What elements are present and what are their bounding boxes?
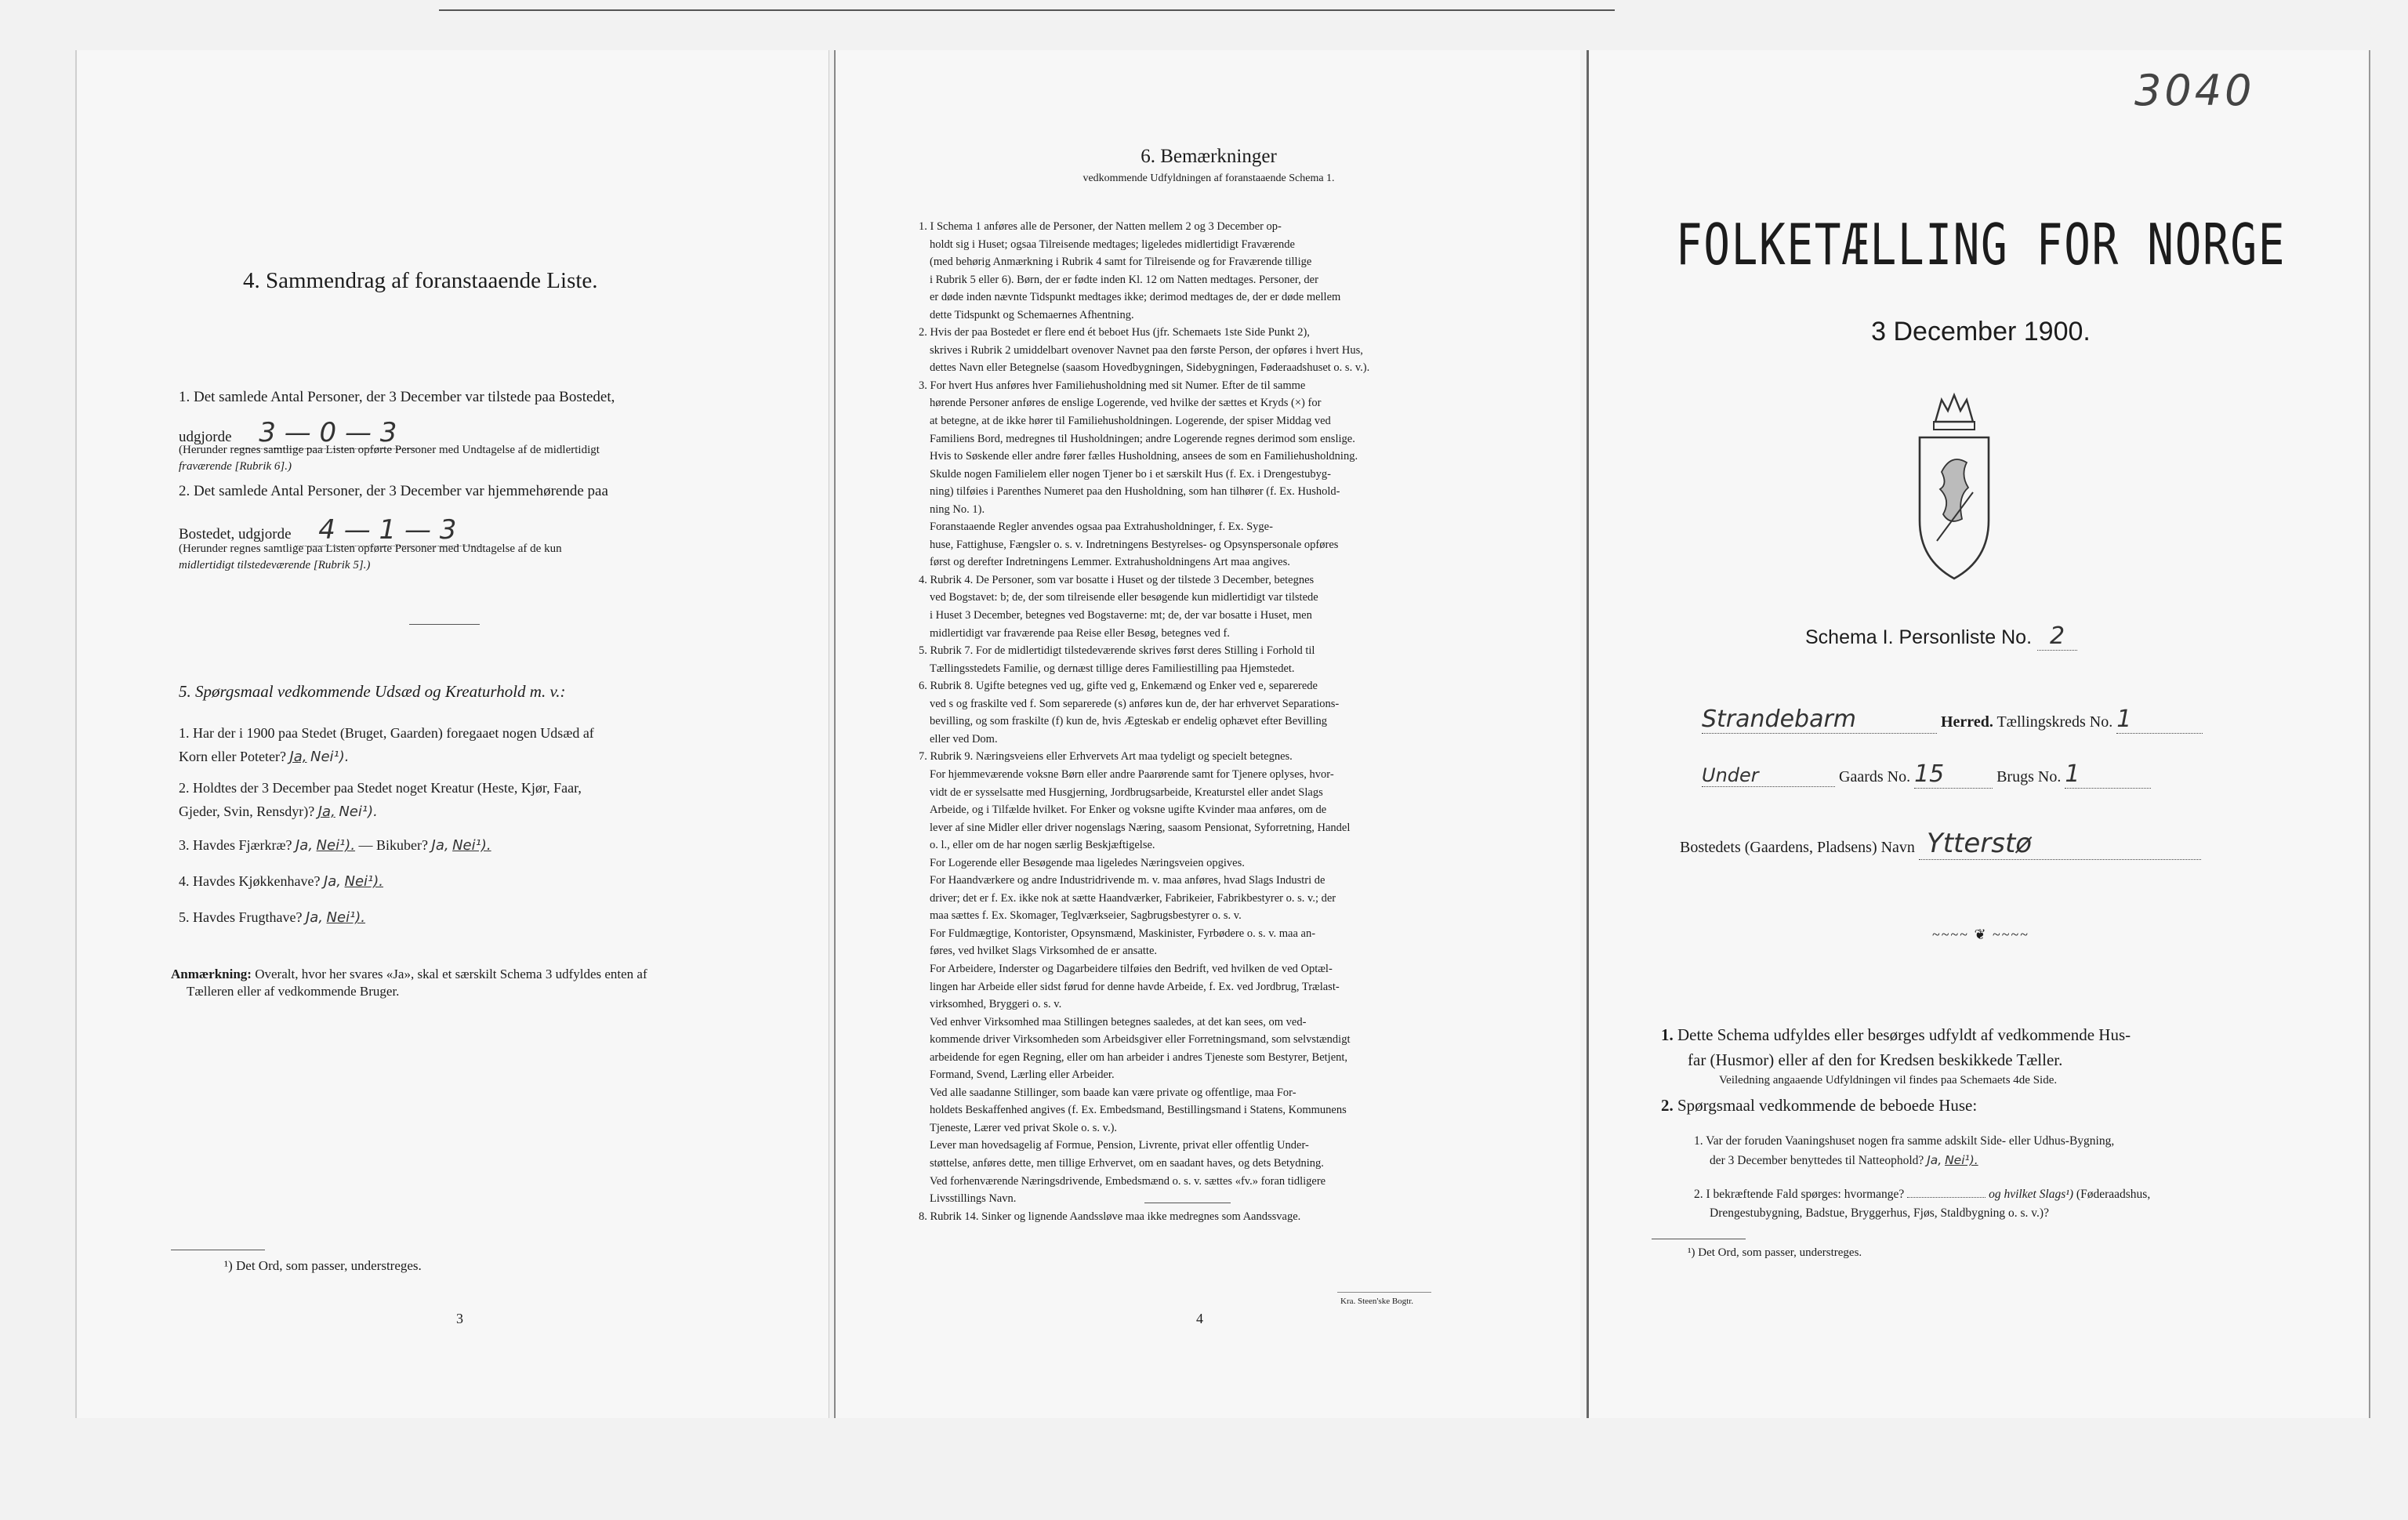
brugs-value: 1 bbox=[2065, 760, 2151, 789]
item-text: Det samlede Antal Personer, der 3 December var hjemmehørende paa bbox=[194, 483, 608, 499]
remark-line: Skulde nogen Familielem eller nogen Tjener bo i et særskilt Hus (f. Ex. i Drengestubyg- bbox=[930, 467, 1331, 481]
note-line: (Herunder regnes samtlige paa Listen opførte Personer med Undtagelse af de midlertidigt bbox=[179, 444, 600, 456]
remark-line: virksomhed, Bryggeri o. s. v. bbox=[930, 998, 1062, 1011]
answer-ja: Ja, bbox=[317, 804, 335, 820]
instruction-1 bbox=[1661, 1022, 2351, 1089]
answer-nei: Nei¹). bbox=[310, 749, 350, 765]
herred-label: Herred. bbox=[1941, 713, 1993, 731]
remark-line: Foranstaaende Regler anvendes ogsaa paa Extrahusholdninger, f. Ex. Syge- bbox=[930, 521, 1273, 534]
question-text: 3. Havdes Fjærkræ? bbox=[179, 837, 292, 853]
question-4 bbox=[179, 873, 383, 890]
ornament-divider: ~~~~ ❦ ~~~~ bbox=[1932, 927, 2029, 942]
page-1-cover bbox=[1587, 50, 2370, 1418]
kreds-value: 1 bbox=[2116, 706, 2203, 734]
personliste-number: 2 bbox=[2037, 622, 2077, 651]
remark-line: maa sættes f. Ex. Skomager, Teglværkseier, Sagbrugsbestyrer o. s. v. bbox=[930, 909, 1242, 923]
remark-line: ning No. 1). bbox=[930, 502, 985, 516]
gaard-prefix: Under bbox=[1702, 764, 1835, 787]
question-text: 1. Var der foruden Vaaningshuset nogen fra samme adskilt Side- eller Udhus-Bygning, bbox=[1694, 1134, 2115, 1148]
remark-line: For Haandværkere og andre Industridrivende m. v. maa anføres, hvad Slags Industri de bbox=[930, 874, 1325, 887]
answer-ja: Ja, bbox=[305, 909, 324, 926]
census-date: 3 December 1900. bbox=[1871, 317, 2091, 346]
herred-value: Strandebarm bbox=[1702, 706, 1937, 734]
gaard-row bbox=[1702, 760, 2345, 789]
section-6-title: 6. Bemærkninger bbox=[1141, 146, 1277, 167]
remark-line: For Fuldmægtige, Kontorister, Opsynsmænd, Maskinister, Fyrbødere o. s. v. maa an- bbox=[930, 927, 1316, 940]
answer-nei: Nei¹). bbox=[339, 804, 378, 820]
coat-of-arms-icon bbox=[1906, 387, 2003, 583]
answer-ja: Ja, bbox=[323, 873, 342, 890]
remark-line: Livsstillings Navn. bbox=[930, 1192, 1017, 1206]
remark-line: støttelse, anføres dette, men tillige Erhvervet, om en saadant haves, og dets Betydning. bbox=[930, 1156, 1324, 1170]
remark-line: Arbeide, og i Tilfælde hvilket. For Enker og voksne ugifte Kvinder maa anføres, om de bbox=[930, 804, 1327, 817]
resident-count-label: Bostedet, udgjorde bbox=[179, 526, 292, 542]
remark-line: dettes Navn eller Betegnelse (saasom Hovedbygningen, Sidebygningen, Føderaadshuset o. s. v.). bbox=[930, 361, 1370, 375]
item-number: 1. bbox=[1661, 1025, 1674, 1044]
remark-line: o. l., eller om de har nogen særlig Beskjæftigelse. bbox=[930, 839, 1155, 852]
annotation-text: Overalt, hvor her svares «Ja», skal et særskilt Schema 3 udfyldes enten af bbox=[255, 967, 647, 981]
house-question-2 bbox=[1694, 1185, 2368, 1223]
question-text: Drengestubygning, Badstue, Bryggerhus, Fjøs, Staldbygning o. s. v.)? bbox=[1710, 1206, 2049, 1220]
instruction-note: Veiledning angaaende Udfyldningen vil findes paa Schemaets 4de Side. bbox=[1719, 1074, 2058, 1086]
remark-line: Familiens Bord, medregnes til Husholdningen; andre Logerende regnes derimod som enslige. bbox=[930, 432, 1355, 445]
note-line: (Herunder regnes samtlige paa Listen opførte Personer med Undtagelse af de kun bbox=[179, 542, 562, 555]
remark-line: huse, Fattighuse, Fængsler o. s. v. Indretningens Bestyrelses- og Opsynspersonale opføres bbox=[930, 538, 1339, 551]
remark-line: 3. For hvert Hus anføres hver Familiehusholdning med sit Numer. Efter de til samme bbox=[919, 379, 1306, 392]
page-3-summary bbox=[75, 50, 829, 1418]
question-text: og hvilket Slags¹) bbox=[1989, 1188, 2074, 1201]
present-count-value: 3 — 0 — 3 bbox=[235, 417, 420, 449]
remark-line: ved s og fraskilte ved f. Som separerede (s) anføres kun de, der har erhvervet Separations- bbox=[930, 697, 1340, 710]
remark-line: Tjeneste, Lærer ved privat Skole o. s. v.). bbox=[930, 1121, 1118, 1134]
remark-line: 6. Rubrik 8. Ugifte betegnes ved ug, gifte ved g, Enkemænd og Enker ved e, separerede bbox=[919, 680, 1318, 693]
remark-line: lingen har Arbeide eller sidst førud for denne havde Arbeide, f. Ex. ved Jordbrug, Trælast- bbox=[930, 980, 1340, 993]
gaard-label: Gaards No. bbox=[1839, 768, 1911, 785]
annotation-label: Anmærkning: bbox=[171, 967, 252, 981]
answer-nei: Nei¹). bbox=[452, 837, 491, 854]
remark-line: Ved enhver Virksomhed maa Stillingen betegnes saaledes, at det kan sees, om ved- bbox=[930, 1015, 1307, 1028]
question-text: Korn eller Poteter? bbox=[179, 749, 286, 764]
section-6-subtitle: vedkommende Udfyldningen af foranstaaende Schema 1. bbox=[1083, 172, 1335, 184]
page-4-remarks bbox=[834, 50, 1580, 1418]
question-3 bbox=[179, 837, 491, 854]
question-1 bbox=[179, 721, 821, 769]
blank-line bbox=[1907, 1197, 1986, 1198]
top-border-line bbox=[439, 9, 1615, 11]
question-text: Gjeder, Svin, Rensdyr)? bbox=[179, 804, 315, 819]
answer-ja: Ja, bbox=[431, 837, 449, 854]
remark-line: i Rubrik 5 eller 6). Børn, der er fødte inden Kl. 12 om Natten medtages. Personer, der bbox=[930, 273, 1318, 286]
bosted-label: Bostedets (Gaardens, Pladsens) Navn bbox=[1680, 839, 1915, 856]
remark-line: For Arbeidere, Inderster og Dagarbeidere tilføies den Bedrift, ved hvilken de ved Optæl- bbox=[930, 962, 1333, 975]
remark-line: lever af sine Midler eller driver nogenslags Næring, saasom Pensionat, Syforretning, Handel bbox=[930, 821, 1351, 834]
brugs-label: Brugs No. bbox=[1996, 768, 2062, 785]
resident-count-value: 4 — 1 — 3 bbox=[295, 514, 480, 546]
remark-line: Lever man hovedsagelig af Formue, Pension, Livrente, privat eller offentlig Under- bbox=[930, 1139, 1309, 1152]
remark-line: midlertidigt var fraværende paa Reise eller Besøg, betegnes ved f. bbox=[930, 626, 1230, 640]
question-text: 2. I bekræftende Fald spørges: hvormange? bbox=[1694, 1188, 1905, 1201]
remark-line: Hvis to Søskende eller andre fører fælles Husholdning, ansees de som en Familiehusholdning. bbox=[930, 450, 1358, 463]
bosted-value: Ytterstø bbox=[1919, 828, 2201, 860]
answer-nei: Nei¹). bbox=[326, 909, 366, 926]
remark-line: er døde inden nævnte Tidspunkt medtages ikke; derimod medtages de, der er døde mellem bbox=[930, 291, 1341, 304]
schema-row bbox=[1805, 622, 2077, 650]
instruction-text: Dette Schema udfyldes eller besørges udfyldt af vedkommende Hus- bbox=[1677, 1025, 2131, 1044]
section-4-title: 4. Sammendrag af foranstaaende Liste. bbox=[243, 268, 598, 293]
annotation bbox=[171, 966, 814, 1000]
question-2 bbox=[179, 776, 821, 824]
question-text: 1. Har der i 1900 paa Stedet (Bruget, Gaarden) foregaaet nogen Udsæd af bbox=[179, 725, 594, 741]
remark-line: skrives i Rubrik 2 umiddelbart ovenover Navnet paa den første Person, der opføres i hvert Hus, bbox=[930, 343, 1363, 357]
remark-line: bevilling, og som fraskilte (f) kun de, hvis Ægteskab er endelig ophævet efter Bevilling bbox=[930, 715, 1327, 728]
question-text: 4. Havdes Kjøkkenhave? bbox=[179, 873, 321, 889]
remark-line: Ved alle saadanne Stillinger, som baade kan være private og offentlige, maa For- bbox=[930, 1086, 1296, 1099]
remark-line: ning) tilføies i Parenthes Numeret paa den Husholdning, som han tilhører (f. Ex. Hushold- bbox=[930, 485, 1340, 499]
page-number: 3 bbox=[456, 1311, 463, 1326]
footnote: ¹) Det Ord, som passer, understreges. bbox=[1688, 1246, 1862, 1259]
question-text: der 3 December benyttedes til Natteophold? bbox=[1710, 1154, 1924, 1167]
remark-line: Ved forhenværende Næringsdrivende, Embedsmænd o. s. v. sættes «fv.» foran tidligere bbox=[930, 1174, 1326, 1188]
question-text: 5. Havdes Frugthave? bbox=[179, 909, 303, 925]
archive-number: 3040 bbox=[2134, 66, 2255, 115]
note-line: fraværende [Rubrik 6].) bbox=[179, 460, 292, 473]
remark-line: 7. Rubrik 9. Næringsveiens eller Erhvervets Art maa tydeligt og specielt betegnes. bbox=[919, 750, 1293, 764]
remark-line: hørende Personer anføres de enslige Logerende, ved hvilke der sættes et Kryds (×) for bbox=[930, 397, 1322, 410]
summary-item-1 bbox=[179, 386, 806, 409]
remark-line: eller ved Dom. bbox=[930, 732, 998, 745]
present-count-label: udgjorde bbox=[179, 429, 232, 445]
page-number: 4 bbox=[1196, 1311, 1203, 1326]
remark-line: 5. Rubrik 7. For de midlertidigt tilstedeværende skrives først deres Stilling i Forhold til bbox=[919, 644, 1315, 658]
item-number: 2. bbox=[179, 483, 190, 499]
remark-line: Tællingsstedets Familie, og dernæst tillige deres Familiestilling paa Hjemstedet. bbox=[930, 662, 1295, 675]
remark-line: driver; det er f. Ex. ikke nok at sætte Haandværker, Fabrikeier, Fabrikbestyrer o. s. v.; der bbox=[930, 891, 1336, 905]
remark-line: 4. Rubrik 4. De Personer, som var bosatte i Huset og der tilstede 3 December, betegnes bbox=[919, 573, 1315, 586]
printer-mark: Kra. Steen'ske Bogtr. bbox=[1340, 1297, 1414, 1306]
remark-line: ved Bogstavet: b; de, der som tilreisende eller besøgende kun midlertidigt var tilstede bbox=[930, 591, 1318, 604]
item-number: 2. bbox=[1661, 1096, 1674, 1115]
printer-rule bbox=[1337, 1292, 1431, 1293]
answer-ja: Ja, bbox=[295, 837, 314, 854]
remark-line: 2. Hvis der paa Bostedet er flere end ét beboet Hus (jfr. Schemaets 1ste Side Punkt 2), bbox=[919, 326, 1310, 339]
remark-line: For Logerende eller Besøgende maa ligeledes Næringsveien opgives. bbox=[930, 856, 1245, 869]
remark-line: For hjemmeværende voksne Børn eller andre Paarørende samt for Tjenere oplyses, hvor- bbox=[930, 767, 1334, 781]
remark-line: at betegne, at de ikke hører til Familiehusholdningen. Logerende, der spiser Middag ved bbox=[930, 415, 1331, 428]
remark-line: holdets Beskaffenhed angives (f. Ex. Embedsmand, Bestillingsmand i Statens, Kommunens bbox=[930, 1104, 1347, 1117]
document-title: FOLKETÆLLING FOR NORGE bbox=[1675, 212, 2287, 278]
answer-ja: Ja, bbox=[289, 749, 307, 765]
bosted-row bbox=[1680, 828, 2354, 860]
remark-line: (med behørig Anmærkning i Rubrik 4 samt for Tilreisende og for Fraværende tillige bbox=[930, 256, 1312, 269]
item-text: Det samlede Antal Personer, der 3 December var tilstede paa Bostedet, bbox=[194, 389, 615, 405]
instruction-2 bbox=[1661, 1096, 2351, 1116]
answer-nei: Nei¹). bbox=[344, 873, 384, 890]
remarks-list bbox=[919, 218, 1538, 1225]
herred-row bbox=[1702, 706, 2329, 734]
remark-line: dette Tidspunkt og Schemaernes Afhentning. bbox=[930, 308, 1134, 321]
summary-item-2 bbox=[179, 480, 806, 503]
item-2-note bbox=[179, 541, 821, 574]
remark-line: Formand, Svend, Lærling eller Arbeider. bbox=[930, 1068, 1115, 1082]
question-text: — Bikuber? bbox=[358, 837, 429, 853]
instruction-text: far (Husmor) eller af den for Kredsen beskikkede Tæller. bbox=[1688, 1050, 2063, 1069]
remark-line: 1. I Schema 1 anføres alle de Personer, der Natten mellem 2 og 3 December op- bbox=[919, 220, 1282, 233]
instruction-text: Spørgsmaal vedkommende de beboede Huse: bbox=[1677, 1096, 1978, 1115]
kreds-label: Tællingskreds No. bbox=[1996, 713, 2113, 731]
question-text: (Føderaadshus, bbox=[2076, 1188, 2151, 1201]
house-question-1 bbox=[1694, 1132, 2360, 1170]
remark-line: føres, ved hvilket Slags Virksomhed de er ansatte. bbox=[930, 945, 1157, 958]
section-5-title: 5. Spørgsmaal vedkommende Udsæd og Kreaturhold m. v.: bbox=[179, 682, 566, 701]
footnote: ¹) Det Ord, som passer, understreges. bbox=[224, 1258, 422, 1273]
answer-ja: Ja, bbox=[1927, 1153, 1942, 1167]
question-text: 2. Holdtes der 3 December paa Stedet noget Kreatur (Heste, Kjør, Faar, bbox=[179, 780, 582, 796]
schema-label: Schema I. Personliste No. bbox=[1805, 626, 2033, 648]
question-5 bbox=[179, 909, 365, 926]
remark-line: arbeidende for egen Regning, eller om han arbeider i andres Tjeneste som Bestyrer, Betjent, bbox=[930, 1050, 1348, 1064]
answer-nei: Nei¹). bbox=[1945, 1153, 1978, 1167]
remark-line: først og derefter Indretningens Lemmer. Extrahusholdningens Art maa angives. bbox=[930, 556, 1290, 569]
remark-line: i Huset 3 December, betegnes ved Bogstaverne: mt; de, der var bosatte i Huset, men bbox=[930, 609, 1312, 622]
item-number: 1. bbox=[179, 389, 190, 405]
remark-line: kommende driver Virksomheden som Arbeidsgiver eller Forretningsmand, som selvstændigt bbox=[930, 1033, 1351, 1047]
gaard-value: 15 bbox=[1914, 760, 1993, 789]
note-line: midlertidigt tilstedeværende [Rubrik 5].) bbox=[179, 559, 371, 571]
divider bbox=[409, 624, 480, 625]
item-1-note bbox=[179, 442, 821, 475]
remark-line: holdt sig i Huset; ogsaa Tilreisende medtages; ligeledes midlertidigt Fraværende bbox=[930, 238, 1295, 251]
annotation-text: Tælleren eller af vedkommende Bruger. bbox=[187, 984, 400, 999]
remark-line: vidt de er sysselsatte med Husgjerning, Jordbrugsarbeide, Kreaturstel eller andet Slags bbox=[930, 785, 1323, 799]
remark-line: 8. Rubrik 14. Sinker og lignende Aandssløve maa ikke medregnes som Aandssvage. bbox=[919, 1210, 1301, 1223]
answer-nei: Nei¹). bbox=[316, 837, 356, 854]
